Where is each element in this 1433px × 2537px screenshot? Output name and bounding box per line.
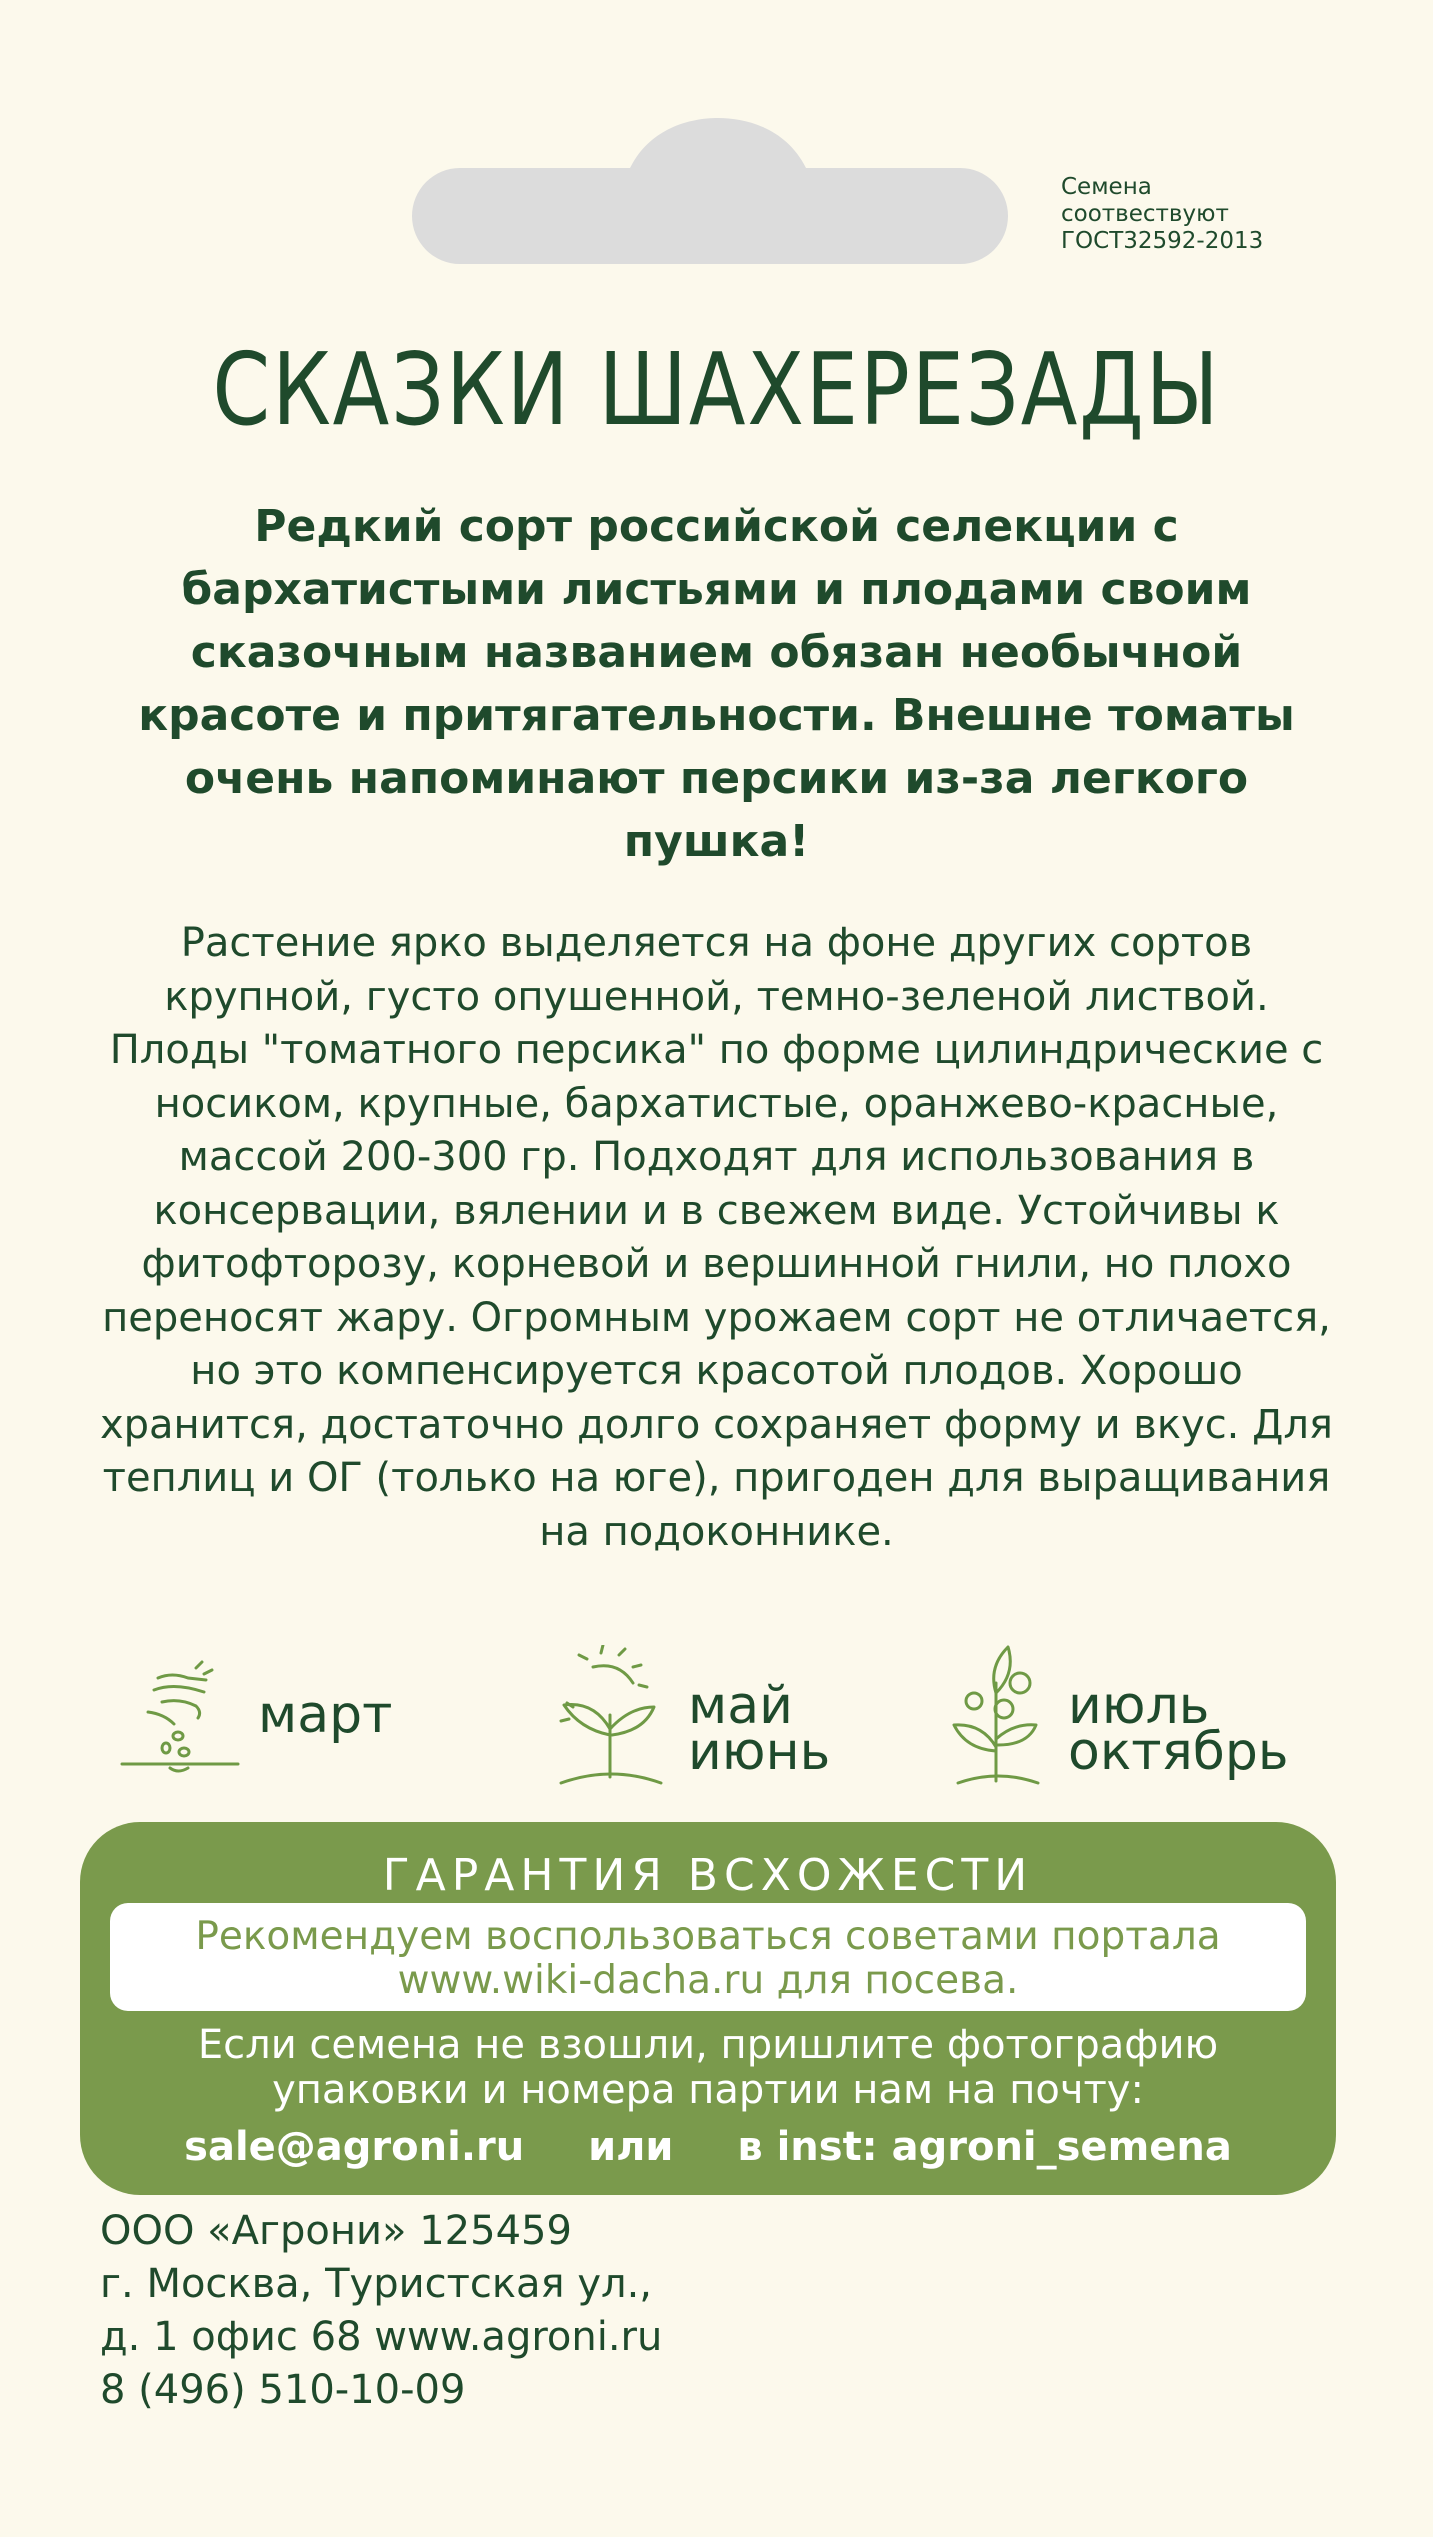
tip-line-2[interactable]: www.wiki-dacha.ru для посева.: [397, 1958, 1019, 2003]
schedule-sowing: [118, 1660, 418, 1790]
product-lead-text: Редкий сорт российской селекции с бархатистыми листьями и плодами своим сказочным названием обязан необычной красоте и притягательности. Внешне томаты очень напоминают персики из-за легкого пушка!: [138, 501, 1295, 867]
sowing-tip-box: [110, 1903, 1306, 2011]
schedule-planting: [553, 1645, 893, 1795]
gost-line-3: ГОСТ32592-2013: [1061, 228, 1264, 254]
fruiting-plant-icon: [948, 1643, 1048, 1792]
advice-line-1: Если семена не взошли, пришлите фотографию: [197, 2022, 1219, 2068]
gost-certification-note: [1061, 174, 1381, 255]
contact-instagram[interactable]: в inst: agroni_semena: [737, 2124, 1232, 2170]
advice-line-2: упаковки и номера партии нам на почту:: [272, 2067, 1144, 2113]
contact-line: [80, 2124, 1336, 2170]
sowing-month-label: март: [258, 1685, 393, 1745]
product-title: СКАЗКИ ШАХЕРЕЗАДЫ: [212, 331, 1221, 448]
refund-advice-text: [80, 2023, 1336, 2113]
company-line-3: д. 1 офис 68 www.agroni.ru: [100, 2314, 663, 2360]
company-phone: 8 (496) 510-10-09: [100, 2367, 466, 2413]
sprout-sun-icon: [553, 1645, 668, 1794]
contact-or: или: [588, 2124, 674, 2170]
hand-sowing-seeds-icon: [118, 1660, 243, 1784]
hang-tab-cutout: [400, 118, 1018, 264]
company-line-1: ООО «Агрони» 125459: [100, 2208, 572, 2254]
gost-line-1: Семена: [1061, 174, 1152, 200]
product-description: Растение ярко выделяется на фоне других сортов крупной, густо опушенной, темно-зеленой листвой. Плоды "томатного персика" по форме цилиндрические с носиком, крупные, бархатистые, оранжево-красные, массой 200-300 гр. Подходят для использования в консервации, вялении и в свежем виде. Устойчивы к фитофторозу, корневой и вершинной гнили, но плохо переносят жару. Огромным урожаем сорт не отличается, но это компенсируется красотой плодов. Хорошо хранится, достаточно долго сохраняет форму и вкус. Для теплиц и ОГ (только на юге), пригоден для выращивания на подоконнике.: [99, 920, 1333, 1555]
company-info: [100, 2205, 1000, 2417]
harvest-months-label: июль октябрь: [1068, 1676, 1289, 1782]
sowing-tip-text: [110, 1915, 1306, 2003]
germination-guarantee-panel: [80, 1822, 1336, 2195]
company-line-2: г. Москва, Туристская ул.,: [100, 2261, 652, 2307]
gost-line-2: соотвествуют: [1061, 201, 1229, 227]
schedule-harvest: [948, 1643, 1328, 1793]
guarantee-title: ГАРАНТИЯ ВСХОЖЕСТИ: [382, 1850, 1034, 1901]
tip-line-1: Рекомендуем воспользоваться советами портала: [195, 1914, 1221, 1959]
contact-email[interactable]: sale@agroni.ru: [184, 2124, 525, 2170]
planting-months-label: май июнь: [688, 1676, 831, 1782]
